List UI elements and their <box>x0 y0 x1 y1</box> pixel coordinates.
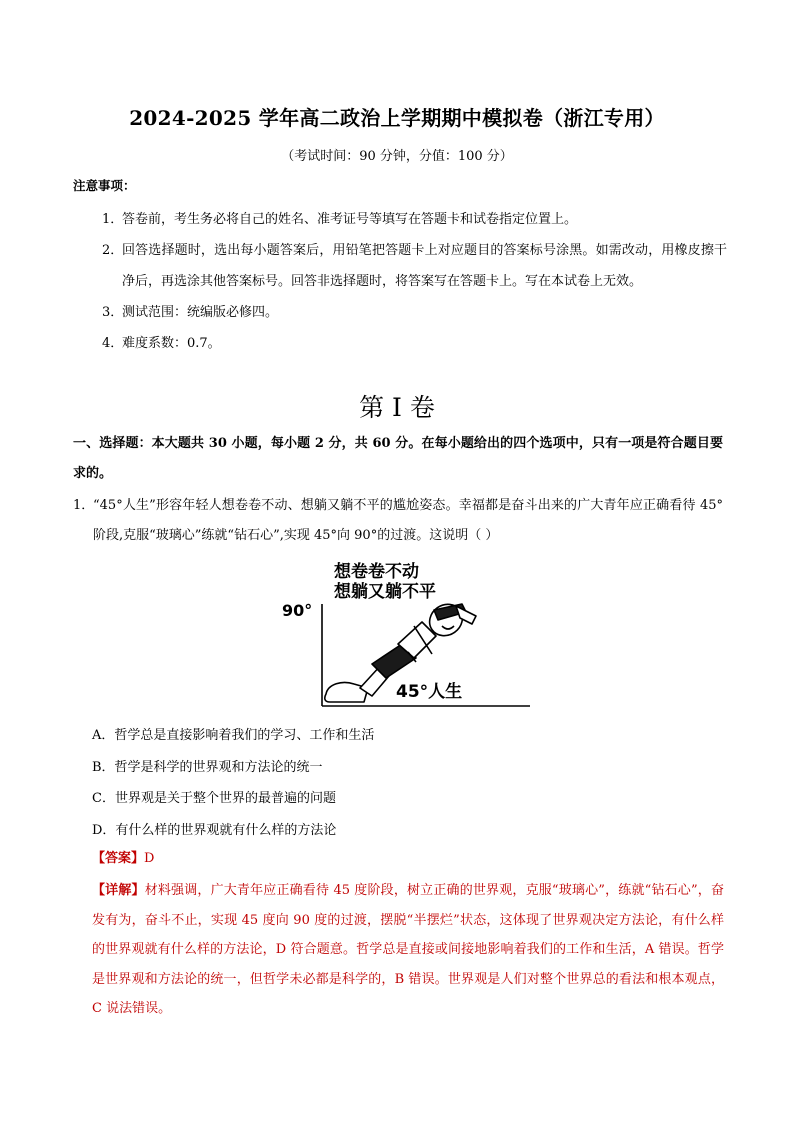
notice-item-text: 答卷前，考生务必将自己的姓名、准考证号等填写在答题卡和试卷指定位置上。 <box>122 212 578 227</box>
notice-item <box>102 297 727 328</box>
cartoon-caption-line1: 想卷卷不动 <box>334 562 419 582</box>
notice-item <box>102 328 727 359</box>
cartoon-figure <box>276 560 536 712</box>
question-stem: “45°人生”形容年轻人想卷卷不动、想躺又躺不平的尴尬姿态。幸福都是奋斗出来的广大青年应正确看待 45°阶段,克服“玻璃心”练就“钻石心”,实现 45°向 90°的过渡。这说明（ ） <box>93 498 723 543</box>
explanation-tag: 【详解】 <box>92 883 145 898</box>
notice-item-number: 4． <box>102 336 124 351</box>
notice-list <box>102 204 727 359</box>
notice-heading: 注意事项： <box>73 178 136 193</box>
explanation-text: 材料强调，广大青年应正确看待 45 度阶段，树立正确的世界观，克服“玻璃心”，练就“钻石心”，奋发有为，奋斗不止，实现 45 度向 90 度的过渡，摆脱“半摆烂”状态，这体现了世界观决定方法论，有什么样的世界观就有什么样的方法论，D 符合题意。哲学总是直接或间接地影响着我们的工作和生活，A 错误。哲学是世界观和方法论的统一，但哲学未必都是科学的，B 错误。世界观是人们对整个世界总的看法和根本观点，C 说法错误。 <box>92 883 724 1016</box>
answer-tag: 【答案】 <box>92 851 145 866</box>
section-title: 第 I 卷 <box>359 393 435 422</box>
exam-info: （考试时间：90 分钟，分值：100 分） <box>281 149 513 164</box>
notice-item <box>102 204 727 235</box>
notice-item-number: 2． <box>102 243 124 258</box>
part-description: 一、选择题：本大题共 30 小题，每小题 2 分，共 60 分。在每小题给出的四个选项中，只有一项是符合题目要求的。 <box>73 436 723 481</box>
question-1 <box>73 491 723 551</box>
notice-item-text: 难度系数：0.7。 <box>122 336 221 351</box>
option-d: D．有什么样的世界观就有什么样的方法论 <box>92 822 337 838</box>
option-b: B．哲学是科学的世界观和方法论的统一 <box>92 759 323 775</box>
option-c: C．世界观是关于整个世界的最普遍的问题 <box>92 791 336 806</box>
answer-line <box>92 844 722 874</box>
notice-item-number: 1． <box>102 212 124 227</box>
option-a: A．哲学总是直接影响着我们的学习、工作和生活 <box>92 728 375 743</box>
notice-item-number: 3． <box>102 305 124 320</box>
label-90-degrees: 90° <box>282 601 313 620</box>
answer-options <box>92 720 722 846</box>
question-number: 1． <box>73 498 95 513</box>
label-45-degree-life: 45°人生 <box>396 682 463 702</box>
notice-item <box>102 235 727 297</box>
page-title: 2024-2025 学年高二政治上学期期中模拟卷（浙江专用） <box>129 106 665 130</box>
notice-item-text: 回答选择题时，选出每小题答案后，用铅笔把答题卡上对应题目的答案标号涂黑。如需改动，用橡皮擦干净后，再选涂其他答案标号。回答非选择题时，将答案写在答题卡上。写在本试卷上无效。 <box>122 243 727 289</box>
answer-value: D <box>144 851 155 866</box>
notice-item-text: 测试范围：统编版必修四。 <box>122 305 279 320</box>
cartoon-caption-line2: 想躺又躺不平 <box>334 582 436 602</box>
explanation <box>92 876 724 1024</box>
